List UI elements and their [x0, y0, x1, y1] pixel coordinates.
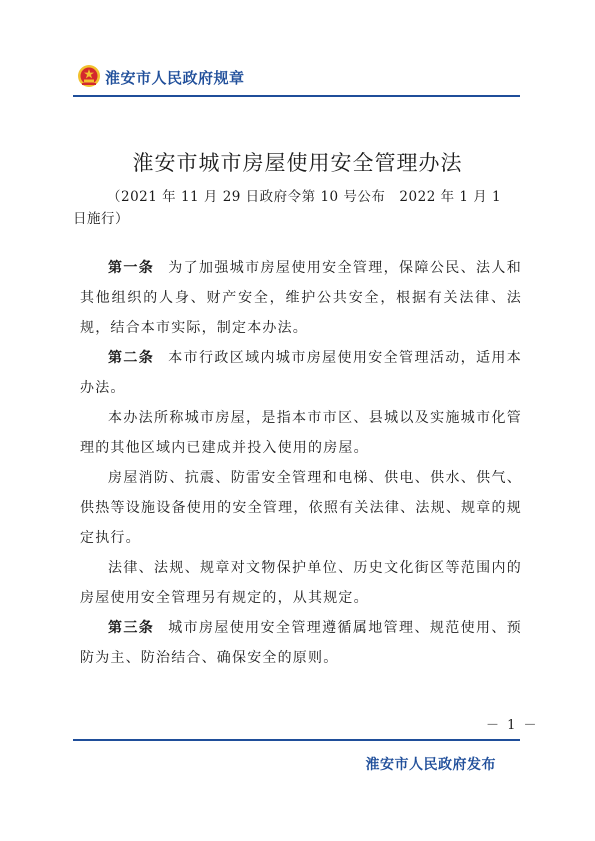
document-note-line-1: （2021 年 11 月 29 日政府令第 10 号公布 2022 年 1 月 1 — [107, 189, 502, 205]
page-footer — [73, 739, 520, 779]
footer-divider — [73, 739, 520, 741]
document-note — [73, 186, 523, 230]
article-text: 法律、法规、规章对文物保护单位、历史文化街区等范围内的房屋使用安全管理另有规定的，从其规定。 — [80, 560, 522, 606]
article-paragraph — [80, 553, 522, 613]
article-label: 第二条 — [108, 350, 155, 366]
article-label: 第三条 — [108, 620, 155, 636]
article-label: 第一条 — [108, 260, 155, 276]
page-header — [73, 60, 520, 98]
header-title: 淮安市人民政府规章 — [105, 69, 245, 87]
article-paragraph — [80, 343, 522, 403]
header-divider — [73, 95, 520, 97]
article-text: 为了加强城市房屋使用安全管理，保障公民、法人和其他组织的人身、财产安全，维护公共安全，根据有关法律、法规，结合本市实际，制定本办法。 — [80, 260, 522, 336]
article-text: 城市房屋使用安全管理遵循属地管理、规范使用、预防为主、防治结合、确保安全的原则。 — [80, 620, 522, 666]
article-text: 本办法所称城市房屋，是指本市市区、县城以及实施城市化管理的其他区域内已建成并投入使用的房屋。 — [80, 410, 522, 456]
article-text: 本市行政区域内城市房屋使用安全管理活动，适用本办法。 — [80, 350, 522, 396]
page-number: － 1 － — [486, 718, 539, 733]
article-paragraph — [80, 403, 522, 463]
national-emblem-icon — [77, 64, 101, 88]
document-note-line-2: 日施行） — [73, 211, 129, 227]
article-text: 房屋消防、抗震、防雷安全管理和电梯、供电、供水、供气、供热等设施设备使用的安全管理，依照有关法律、法规、规章的规定执行。 — [80, 470, 522, 546]
footer-publisher: 淮安市人民政府发布 — [365, 757, 496, 773]
document-title: 淮安市城市房屋使用安全管理办法 — [132, 151, 463, 175]
article-paragraph — [80, 253, 522, 343]
article-paragraph — [80, 613, 522, 673]
document-body — [80, 253, 522, 673]
article-paragraph — [80, 463, 522, 553]
